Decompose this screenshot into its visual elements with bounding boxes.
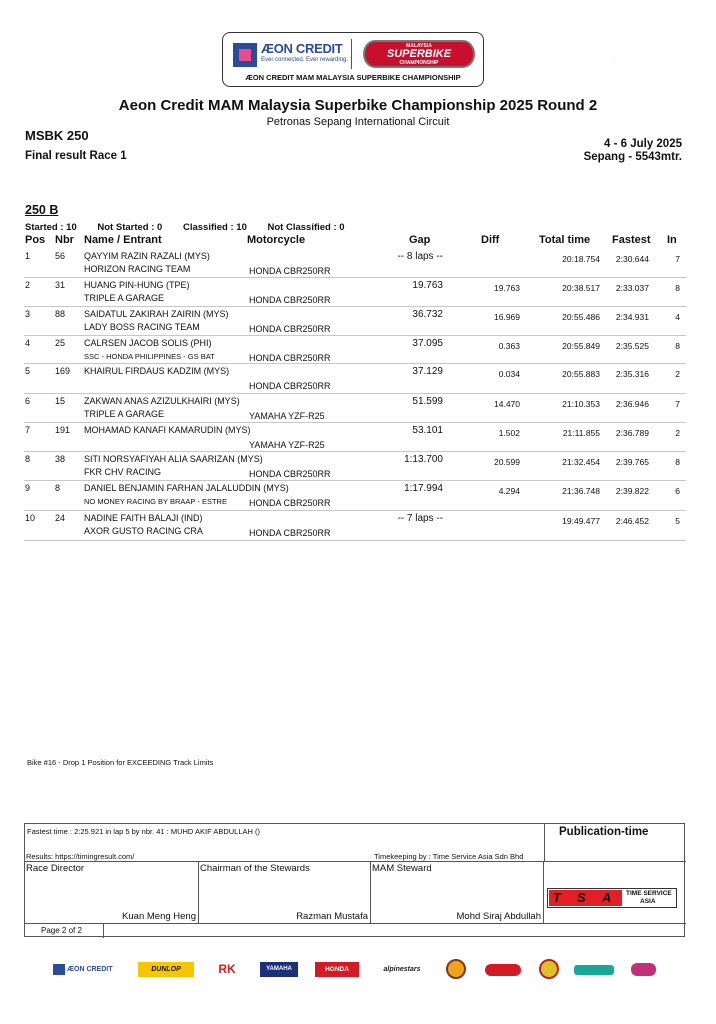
cell-in: 6 bbox=[675, 486, 680, 496]
cell-fastest: 2:39.822 bbox=[615, 486, 649, 496]
publication-time-label: Publication-time bbox=[559, 826, 649, 838]
penalty-note: Bike #16 - Drop 1 Position for EXCEEDING Track Limits bbox=[27, 758, 214, 767]
cell-motorcycle: HONDA CBR250RR bbox=[249, 381, 331, 391]
cell-pos: 2 bbox=[25, 280, 31, 290]
cell-name: ZAKWAN ANAS AZIZULKHAIRI (MYS) bbox=[84, 396, 240, 406]
stat-classified: Classified : 10 bbox=[182, 222, 247, 233]
cell-diff: 19.763 bbox=[494, 283, 520, 293]
header-motorcycle: Motorcycle bbox=[247, 234, 306, 246]
tsa-text-line-2: ASIA bbox=[640, 898, 656, 905]
tsa-letter-s: S bbox=[577, 890, 586, 905]
cell-gap: 1:17.994 bbox=[404, 483, 443, 494]
sponsor-dunlop-logo: DUNLOP bbox=[138, 962, 194, 977]
superbike-logo-top: MALAYSIA bbox=[406, 43, 432, 49]
cell-motorcycle: YAMAHA YZF-R25 bbox=[249, 411, 325, 421]
header-nbr: Nbr bbox=[55, 234, 74, 246]
cell-total-time: 20:18.754 bbox=[562, 254, 600, 264]
cell-fastest: 2:35.525 bbox=[615, 341, 649, 351]
sponsor-aeon-icon bbox=[53, 964, 65, 975]
cell-in: 8 bbox=[675, 341, 680, 351]
page-row bbox=[25, 923, 686, 937]
table-row bbox=[24, 364, 686, 394]
class-name: MSBK 250 bbox=[25, 128, 89, 143]
signature-role: Chairman of the Stewards bbox=[200, 863, 310, 874]
cell-gap: 19.763 bbox=[412, 280, 443, 291]
table-row bbox=[24, 394, 686, 423]
header-gap: Gap bbox=[409, 234, 431, 246]
cell-nbr: 31 bbox=[55, 280, 66, 290]
footer-box bbox=[24, 823, 685, 937]
cell-name: QAYYIM RAZIN RAZALI (MYS) bbox=[84, 251, 210, 261]
session-name: Final result Race 1 bbox=[25, 150, 127, 162]
cell-name: KHAIRUL FIRDAUS KADZIM (MYS) bbox=[84, 366, 230, 376]
sponsor-strip bbox=[0, 958, 716, 984]
signature-race-director bbox=[25, 861, 199, 923]
cell-diff: 16.969 bbox=[494, 312, 520, 322]
signature-mam-steward bbox=[371, 861, 544, 923]
signature-name: Kuan Meng Heng bbox=[122, 911, 196, 922]
cell-nbr: 25 bbox=[55, 338, 66, 348]
aeon-credit-logo bbox=[233, 41, 349, 71]
event-venue: Sepang - 5543mtr. bbox=[583, 151, 682, 163]
aeon-logo-tagline: Ever connected. Ever rewarding. bbox=[261, 57, 349, 63]
document-title: Aeon Credit MAM Malaysia Superbike Championship 2025 Round 2 bbox=[118, 97, 598, 114]
cell-diff: 0.363 bbox=[498, 341, 520, 351]
header-fastest: Fastest bbox=[612, 234, 651, 246]
cell-total-time: 20:55.849 bbox=[562, 341, 600, 351]
cell-nbr: 38 bbox=[55, 454, 66, 464]
table-row bbox=[24, 307, 686, 336]
cell-fastest: 2:36.946 bbox=[615, 399, 649, 409]
cell-gap: 53.101 bbox=[412, 425, 443, 436]
cell-fastest: 2:35.316 bbox=[615, 369, 649, 379]
cell-total-time: 19:49.477 bbox=[562, 516, 600, 526]
table-row bbox=[24, 249, 686, 278]
stat-not-classified: Not Classified : 0 bbox=[267, 222, 345, 233]
cell-nbr: 88 bbox=[55, 309, 66, 319]
cell-in: 5 bbox=[675, 516, 680, 526]
cell-pos: 3 bbox=[25, 309, 31, 319]
cell-total-time: 20:55.883 bbox=[562, 369, 600, 379]
cell-team: TRIPLE A GARAGE bbox=[84, 409, 165, 419]
signature-name: Razman Mustafa bbox=[296, 911, 368, 922]
cell-total-time: 20:55.486 bbox=[562, 312, 600, 322]
cell-team: AXOR GUSTO RACING CRA bbox=[84, 526, 203, 536]
superbike-logo-main: SUPERBIKE bbox=[386, 48, 452, 60]
cell-motorcycle: HONDA CBR250RR bbox=[249, 324, 331, 334]
cell-gap: 36.732 bbox=[412, 309, 443, 320]
signature-role: Race Director bbox=[26, 863, 85, 874]
header-name: Name / Entrant bbox=[84, 234, 162, 246]
tsa-letters bbox=[549, 890, 622, 906]
cell-gap: 37.095 bbox=[412, 338, 443, 349]
cell-team: NO MONEY RACING BY BRAAP - ESTRE bbox=[84, 497, 227, 506]
timekeeping-info: Timekeeping by : Time Service Asia Sdn Bhd bbox=[374, 852, 524, 861]
cell-total-time: 21:11.855 bbox=[562, 428, 600, 438]
cell-pos: 6 bbox=[25, 396, 31, 406]
cell-pos: 1 bbox=[25, 251, 31, 261]
cell-name: SAIDATUL ZAKIRAH ZAIRIN (MYS) bbox=[84, 309, 229, 319]
tsa-logo-text bbox=[626, 890, 672, 906]
cell-team: LADY BOSS RACING TEAM bbox=[84, 322, 200, 332]
cell-in: 8 bbox=[675, 457, 680, 467]
category-title: 250 B bbox=[25, 203, 59, 217]
cell-name: NADINE FAITH BALAJI (IND) bbox=[84, 513, 203, 523]
cell-motorcycle: HONDA CBR250RR bbox=[249, 353, 331, 363]
cell-total-time: 20:38.517 bbox=[562, 283, 600, 293]
cell-diff: 20.599 bbox=[494, 457, 520, 467]
cell-motorcycle: HONDA CBR250RR bbox=[249, 295, 331, 305]
tsa-letter-t: T bbox=[553, 890, 561, 905]
cell-nbr: 24 bbox=[55, 513, 66, 523]
cell-name: DANIEL BENJAMIN FARHAN JALALUDDIN (MYS) bbox=[84, 483, 289, 493]
cell-nbr: 8 bbox=[55, 483, 61, 493]
cell-nbr: 56 bbox=[55, 251, 66, 261]
cell-in: 7 bbox=[675, 399, 680, 409]
sponsor-aeon-logo bbox=[53, 962, 121, 977]
cell-pos: 5 bbox=[25, 366, 31, 376]
signature-chairman-stewards bbox=[199, 861, 371, 923]
table-row bbox=[24, 336, 686, 364]
cell-fastest: 2:30.644 bbox=[615, 254, 649, 264]
sponsor-mam-logo-icon bbox=[631, 963, 656, 976]
results-url: Results: https://timingresult.com/ bbox=[26, 852, 135, 861]
table-row bbox=[24, 452, 686, 481]
sponsor-aeon-name: ÆON CREDIT bbox=[67, 966, 113, 973]
cell-in: 8 bbox=[675, 283, 680, 293]
cell-motorcycle: HONDA CBR250RR bbox=[249, 528, 331, 538]
sponsor-badge-icon bbox=[446, 959, 466, 979]
cell-team: HORIZON RACING TEAM bbox=[84, 264, 191, 274]
cell-total-time: 21:36.748 bbox=[562, 486, 600, 496]
header-in: In bbox=[667, 234, 677, 246]
tsa-letter-a: A bbox=[602, 890, 612, 905]
cell-total-time: 21:32.454 bbox=[562, 457, 600, 467]
page-number: Page 2 of 2 bbox=[41, 926, 82, 935]
cell-fastest: 2:33.037 bbox=[615, 283, 649, 293]
cell-name: SITI NORSYAFIYAH ALIA SAARIZAN (MYS) bbox=[84, 454, 263, 464]
header-pos: Pos bbox=[25, 234, 46, 246]
cell-diff: 4.294 bbox=[498, 486, 520, 496]
cell-diff: 0.034 bbox=[498, 369, 520, 379]
cell-pos: 8 bbox=[25, 454, 31, 464]
header-total-time: Total time bbox=[539, 234, 591, 246]
signature-name: Mohd Siraj Abdullah bbox=[456, 911, 541, 922]
circuit-name: Petronas Sepang International Circuit bbox=[266, 116, 450, 128]
page-cell bbox=[25, 924, 104, 938]
table-row bbox=[24, 481, 686, 511]
sponsor-petronas-logo-icon bbox=[574, 965, 614, 975]
cell-in: 4 bbox=[675, 312, 680, 322]
header-logo bbox=[222, 32, 484, 87]
cell-nbr: 191 bbox=[55, 425, 71, 435]
cell-name: MOHAMAD KANAFI KAMARUDIN (MYS) bbox=[84, 425, 251, 435]
cell-gap: 37.129 bbox=[412, 366, 443, 377]
cell-diff: 14.470 bbox=[494, 399, 520, 409]
cell-pos: 9 bbox=[25, 483, 31, 493]
publication-time-box bbox=[544, 823, 686, 861]
sponsor-honda-logo: HONDA bbox=[315, 962, 359, 977]
cell-motorcycle: HONDA CBR250RR bbox=[249, 498, 331, 508]
cell-in: 2 bbox=[675, 369, 680, 379]
fastest-lap-info: Fastest time : 2:25.921 in lap 5 by nbr. 41 : MUHD AKIF ABDULLAH () bbox=[27, 827, 261, 836]
logo-divider bbox=[351, 39, 352, 69]
decorative-dot: · bbox=[614, 56, 616, 62]
superbike-logo-bottom: CHAMPIONSHIP bbox=[399, 60, 439, 66]
sponsor-racing-logo-icon bbox=[485, 964, 521, 976]
stat-started: Started : 10 bbox=[25, 222, 77, 233]
cell-gap: -- 7 laps -- bbox=[397, 513, 443, 524]
cell-fastest: 2:46.452 bbox=[615, 516, 649, 526]
table-row bbox=[24, 423, 686, 452]
cell-gap: 51.599 bbox=[412, 396, 443, 407]
cell-team: TRIPLE A GARAGE bbox=[84, 293, 165, 303]
timekeeper-logo-cell bbox=[544, 861, 686, 923]
aeon-mark-icon bbox=[233, 43, 257, 67]
cell-team: FKR CHV RACING bbox=[84, 467, 162, 477]
cell-name: CALRSEN JACOB SOLIS (PHI) bbox=[84, 338, 212, 348]
tsa-text-line-1: TIME SERVICE bbox=[626, 890, 672, 897]
cell-pos: 10 bbox=[25, 513, 36, 523]
header-logo-caption: ÆON CREDIT MAM MALAYSIA SUPERBIKE CHAMPIONSHIP bbox=[245, 73, 461, 82]
cell-nbr: 169 bbox=[55, 366, 71, 376]
sponsor-alpinestars-logo: alpinestars bbox=[383, 966, 421, 973]
cell-fastest: 2:39.765 bbox=[615, 457, 649, 467]
superbike-championship-logo bbox=[363, 40, 475, 68]
cell-pos: 7 bbox=[25, 425, 31, 435]
cell-total-time: 21:10.353 bbox=[562, 399, 600, 409]
cell-nbr: 15 bbox=[55, 396, 66, 406]
cell-fastest: 2:34.931 bbox=[615, 312, 649, 322]
tsa-logo bbox=[547, 888, 677, 908]
table-row bbox=[24, 278, 686, 307]
sponsor-rk-logo: RK bbox=[218, 962, 236, 976]
aeon-logo-name: ÆON CREDIT bbox=[261, 41, 343, 56]
cell-motorcycle: HONDA CBR250RR bbox=[249, 266, 331, 276]
cell-in: 7 bbox=[675, 254, 680, 264]
cell-gap: 1:13.700 bbox=[404, 454, 443, 465]
category-stats bbox=[25, 222, 363, 233]
table-row bbox=[24, 511, 686, 541]
event-dates: 4 - 6 July 2025 bbox=[604, 138, 682, 150]
cell-in: 2 bbox=[675, 428, 680, 438]
cell-fastest: 2:36.789 bbox=[615, 428, 649, 438]
cell-motorcycle: HONDA CBR250RR bbox=[249, 469, 331, 479]
cell-name: HUANG PIN-HUNG (TPE) bbox=[84, 280, 190, 290]
header-diff: Diff bbox=[481, 234, 500, 246]
sponsor-circle-logo-icon bbox=[539, 959, 559, 979]
cell-gap: -- 8 laps -- bbox=[397, 251, 443, 262]
cell-team: SSC - HONDA PHILIPPINES - GS BAT bbox=[84, 352, 215, 361]
stat-not-started: Not Started : 0 bbox=[97, 222, 163, 233]
cell-diff: 1.502 bbox=[498, 428, 520, 438]
signature-role: MAM Steward bbox=[372, 863, 432, 874]
sponsor-yamaha-logo: YAMAHA bbox=[260, 962, 298, 977]
cell-motorcycle: YAMAHA YZF-R25 bbox=[249, 440, 325, 450]
cell-pos: 4 bbox=[25, 338, 31, 348]
